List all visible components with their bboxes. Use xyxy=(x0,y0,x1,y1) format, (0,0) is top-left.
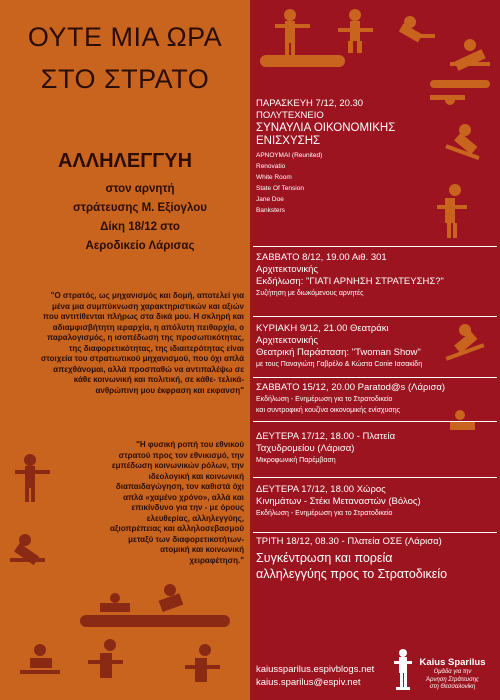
quote-2-line: ιδεολογική και κοινωνική xyxy=(148,471,244,481)
event-6 xyxy=(256,484,496,519)
blog-link[interactable]: kaiussparilus.espivblogs.net xyxy=(256,664,375,675)
soldier-silhouettes-top-icon xyxy=(250,0,500,110)
event-7-date: ΤΡΙΤΗ 18/12, 08.30 - Πλατεία ΟΣΕ (Λάρισα) xyxy=(256,536,442,547)
email-link[interactable]: kaius.sparilus@espiv.net xyxy=(256,677,361,688)
quote-1-line: παραλογισμός, η ισοπέδωση της προσωπικότητας, xyxy=(47,333,244,342)
solidarity-line-4: Αεροδικείο Λάρισας xyxy=(85,240,195,252)
solidarity-line-1: στον αρνητή xyxy=(105,183,175,195)
quote-2-line: μεταξύ των διαφορετικοτήτων- xyxy=(128,534,244,544)
divider xyxy=(253,316,497,317)
quote-1-line: στοιχεία του στρατιωτικού μηχανισμού, που όχι απλά xyxy=(40,354,244,363)
band-item: Renovatio xyxy=(256,163,286,170)
contact-block xyxy=(256,663,374,689)
event-6-place: Κινημάτων - Στέκι Μεταναστών (Βόλος) xyxy=(256,496,421,507)
event-4-desc-2: και συντροφική κουζίνα οικονομικής ενίσχυσης xyxy=(256,407,400,414)
event-3-title: Θεατρική Παράσταση: "Twoman Show" xyxy=(256,347,421,358)
title-line-2: ΣΤΟ ΣΤΡΑΤΟ xyxy=(40,64,210,94)
event-2-date: ΣΑΒΒΑΤΟ 8/12, 19.00 Αιθ. 301 xyxy=(256,252,387,263)
quote-2-line: εμπέδωση κοινωνικών ρόλων, την xyxy=(111,461,244,470)
logo-subtitle-line: στη Θεσσαλονίκη xyxy=(429,684,476,690)
event-1-title-2: ΕΝΙΣΧΥΣΗΣ xyxy=(256,135,321,147)
quote-2-line: ελευθερίας, αλληλεγγύης, xyxy=(146,513,244,523)
divider xyxy=(253,377,497,378)
quote-2-line: απλά «χαμένο χρόνο», αλλά και xyxy=(123,492,244,502)
event-5-place: Ταχυδρομείου (Λάρισα) xyxy=(256,443,355,454)
quote-1-line: απεχθάνομαι, αλλά προσπαθώ να αντιπαλέψω σε xyxy=(53,364,244,374)
event-5 xyxy=(256,431,496,466)
event-7-title-2: αλληλεγγύης προς το Στρατοδικείο xyxy=(256,567,448,581)
event-5-date: ΔΕΥΤΕΡΑ 17/12, 18.00 - Πλατεία xyxy=(256,431,396,442)
event-4 xyxy=(256,382,496,416)
band-item: Jane Doe xyxy=(256,196,284,203)
event-2-title: Εκδήλωση: "ΓΙΑΤΙ ΑΡΝΗΣΗ ΣΤΡΑΤΕΥΣΗΣ?" xyxy=(256,276,444,287)
quote-1-line: κάθε κοινωνική και πολιτική, σε κάθε- τελικά- xyxy=(73,375,244,384)
event-7-title: Συγκέντρωση και πορεία xyxy=(256,551,393,565)
solidarity-line-2: στράτευσης Μ. Εξίογλου xyxy=(73,202,207,214)
quote-1-line: "Ο στρατός, ως μηχανισμός και δομή, αποτελεί για xyxy=(50,291,244,300)
event-5-desc: Μικροφωνική Παρέμβαση xyxy=(256,457,336,464)
solidarity-line-3: Δίκη 18/12 στο xyxy=(100,221,180,233)
event-3 xyxy=(256,323,496,370)
band-item: State Of Tension xyxy=(256,185,304,192)
quote-2 xyxy=(95,440,244,566)
quote-1-line: αδιαμφισβήτητη ιεραρχία, η απόλυτη πειθαρχία, ο xyxy=(52,322,244,332)
quote-1-line: που αντιτίθενται πλήρως στα δικά μου. Η σκληρή και xyxy=(42,312,244,321)
event-6-date: ΔΕΥΤΕΡΑ 17/12, 18.00 Χώρος xyxy=(256,484,386,495)
event-3-desc: με τους Παναγιώτη Γαβρέλο & Κώστα Conie Ισσακίδη xyxy=(256,361,423,368)
quote-1-line: της διαφορετικότητας, της ιδιαιτερότητας είναι xyxy=(68,343,244,353)
event-2-place: Αρχιτεκτονικής xyxy=(256,264,318,275)
quote-1 xyxy=(8,291,244,396)
logo-subtitle-line: Άρνηση Στράτευσης xyxy=(426,676,479,683)
quote-2-line: "Η φυσική ροπή του εθνικού xyxy=(136,440,244,449)
event-4-date: ΣΑΒΒΑΤΟ 15/12, 20.00 Paratod@s (Λάρισα) xyxy=(256,382,445,393)
quote-2-line: στρατού προς τον εθνικισμό, την xyxy=(118,450,244,460)
event-7 xyxy=(256,536,496,582)
quote-1-line: ανθρώπινη μου έκφραση και εκφανση" xyxy=(95,385,244,395)
event-2 xyxy=(256,252,496,299)
logo-subtitle-line: Ομάδα για την xyxy=(433,669,472,675)
quote-2-line: ατομική και κοινωνική xyxy=(160,545,244,554)
event-3-place: Αρχιτεκτονικής xyxy=(256,335,318,346)
event-1 xyxy=(256,98,426,216)
event-1-place: ΠΟΛΥΤΕΧΝΕΙΟ xyxy=(256,110,324,121)
divider xyxy=(253,246,497,247)
band-item: Banksters xyxy=(256,207,285,214)
logo-subtitle xyxy=(405,669,500,692)
divider xyxy=(253,477,497,478)
event-6-desc: Εκδήλωση - Ενημέρωση για το Στρατοδικείο xyxy=(256,510,393,517)
band-item: ΑΡΝΟΥΜΑΙ (Reunited) xyxy=(256,152,323,159)
event-3-date: ΚΥΡΙΑΚΗ 9/12, 21.00 Θεατράκι xyxy=(256,323,389,334)
quote-2-line: χειραφέτηση." xyxy=(189,555,244,565)
event-1-title: ΣΥΝΑΥΛΙΑ ΟΙΚΟΝΟΜΙΚΗΣ xyxy=(256,122,396,134)
divider xyxy=(253,532,497,533)
solidarity-heading: ΑΛΛΗΛΕΓΓΥΗ xyxy=(57,150,193,172)
event-2-desc: Συζήτηση με διωκόμενους αρνητές xyxy=(256,290,364,297)
band-item: White Room xyxy=(256,174,292,181)
event-4-desc: Εκδήλωση - Ενημέρωση για το Στρατοδικείο xyxy=(256,396,393,403)
title-line-1: ΟΥΤΕ ΜΙΑ ΩΡΑ xyxy=(27,22,223,52)
divider xyxy=(253,421,497,422)
quote-1-line: μένα μια συμπύκνωση χαρακτηριστικών και αξιών xyxy=(52,301,244,311)
quote-2-line: διαπαιδαγώγηση, τον καθιστά όχι xyxy=(115,482,244,491)
quote-2-line: αξιοπρέπειας και αλληλοσεβασμού xyxy=(110,524,244,533)
quote-2-line: επικίνδυνο για την - με όρους xyxy=(131,503,244,512)
event-1-date: ΠΑΡΑΣΚΕΥΗ 7/12, 20.30 xyxy=(256,98,364,109)
logo-name: Kaius Sparilus xyxy=(419,657,486,668)
